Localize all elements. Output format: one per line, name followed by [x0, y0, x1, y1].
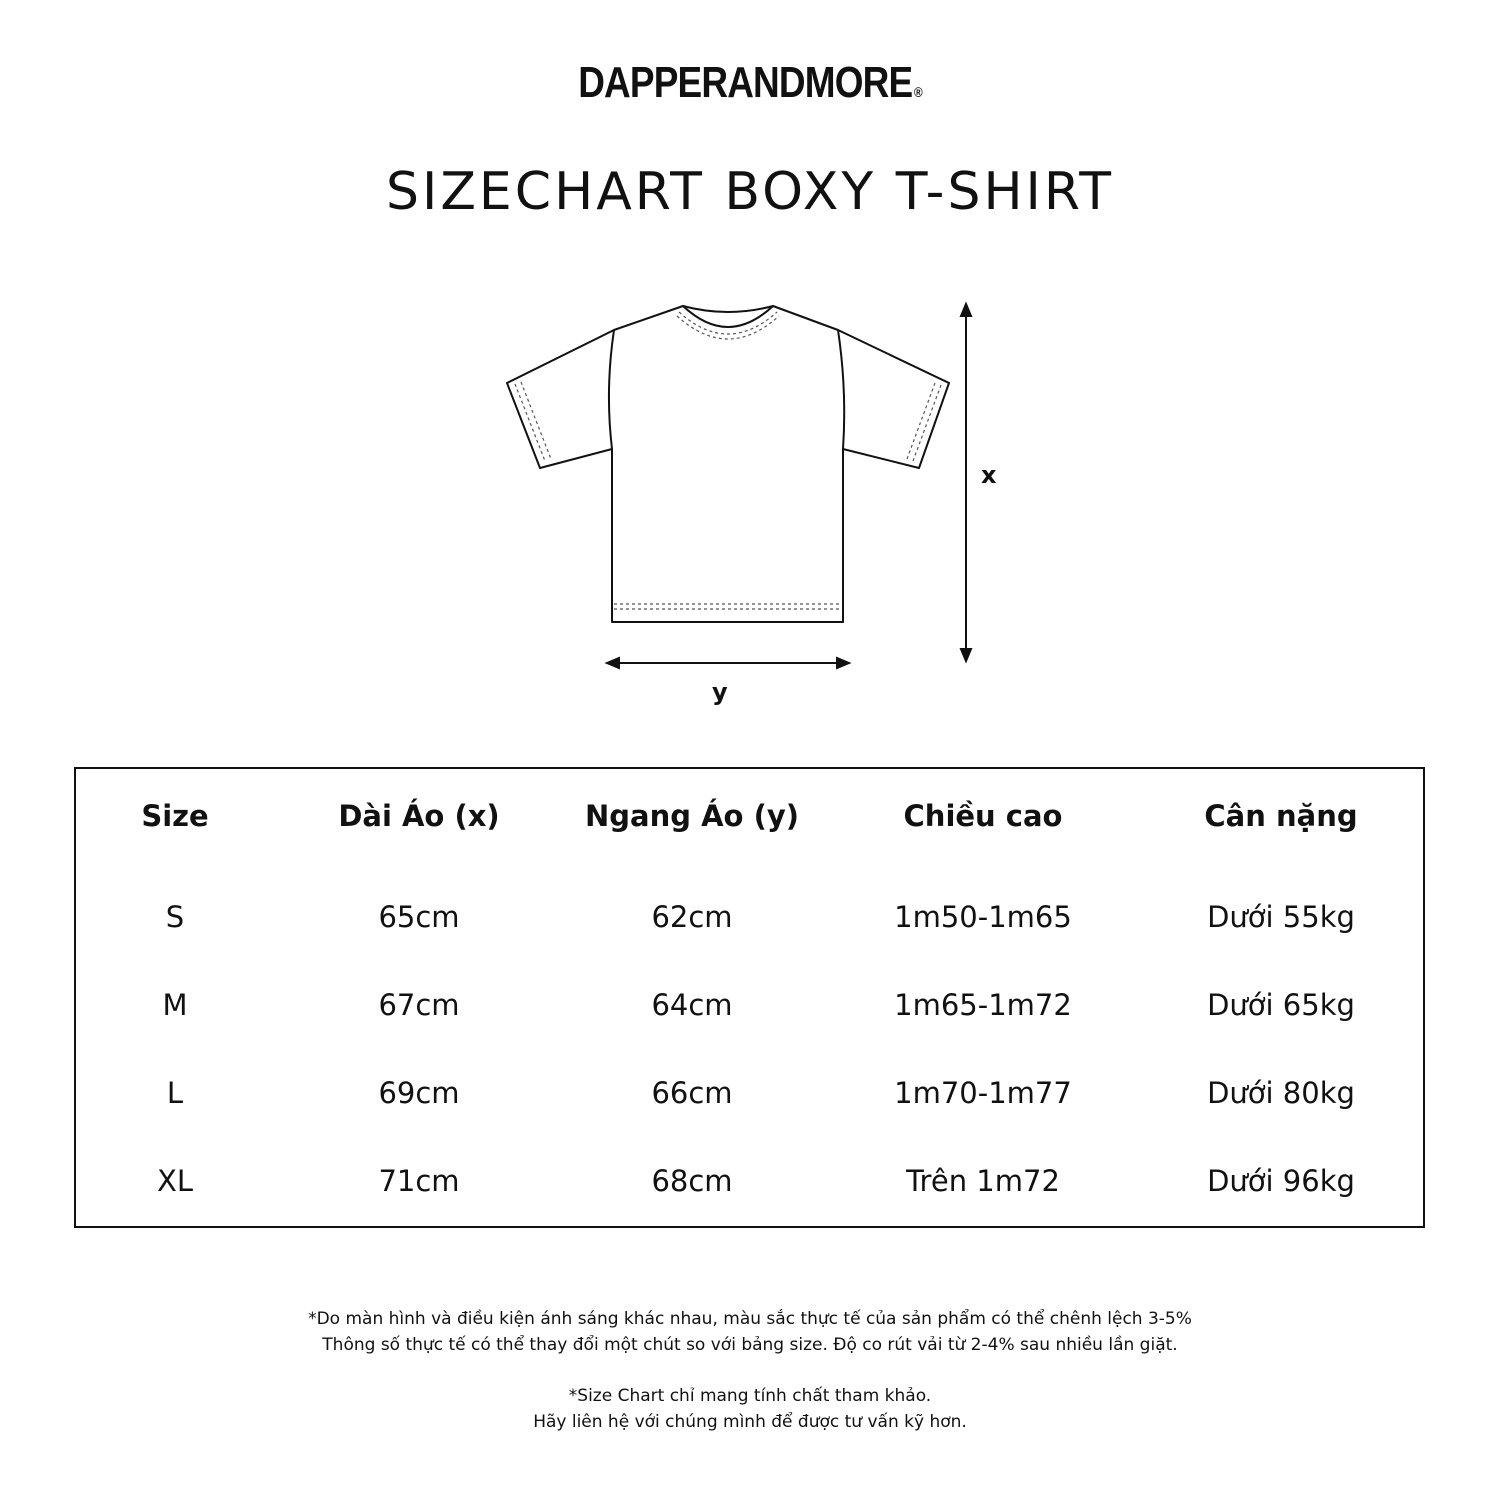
registered-mark: ®	[913, 84, 922, 100]
table-cell-weight: Dưới 55kg	[1207, 900, 1355, 934]
table-cell-weight: Dưới 96kg	[1207, 1164, 1355, 1198]
header-length: Dài Áo (x)	[338, 799, 500, 833]
table-cell-height: 1m65-1m72	[894, 988, 1072, 1022]
header-size: Size	[141, 799, 209, 833]
table-cell-width: 64cm	[651, 988, 733, 1022]
table-cell-weight: Dưới 80kg	[1207, 1076, 1355, 1110]
header-width: Ngang Áo (y)	[585, 799, 799, 833]
contact-note: Hãy liên hệ với chúng mình để được tư vấn kỹ hơn.	[533, 1412, 967, 1432]
width-axis-label: y	[712, 678, 728, 706]
tshirt-outline-icon	[507, 306, 949, 622]
table-cell-weight: Dưới 65kg	[1207, 988, 1355, 1022]
disclaimer-line-2: Thông số thực tế có thể thay đổi một chút so với bảng size. Độ co rút vải từ 2-4% sau nhiều lần giặt.	[322, 1335, 1178, 1355]
tshirt-diagram	[0, 0, 1500, 740]
length-arrow-icon	[961, 304, 971, 661]
table-cell-length: 65cm	[378, 900, 460, 934]
page-title: SIZECHART BOXY T-SHIRT	[385, 162, 1115, 222]
table-cell-height: 1m50-1m65	[894, 900, 1072, 934]
length-axis-label: x	[981, 461, 997, 489]
size-table	[74, 767, 1425, 1228]
header-height: Chiều cao	[903, 799, 1063, 833]
width-arrow-icon	[607, 658, 849, 668]
reference-note: *Size Chart chỉ mang tính chất tham khảo.	[568, 1386, 932, 1406]
table-cell-size: S	[165, 900, 185, 934]
table-cell-width: 62cm	[651, 900, 733, 934]
header-weight: Cân nặng	[1204, 799, 1358, 833]
table-cell-width: 68cm	[651, 1164, 733, 1198]
table-cell-length: 67cm	[378, 988, 460, 1022]
brand-name: DAPPERANDMORE	[578, 58, 913, 107]
table-cell-size: XL	[156, 1164, 194, 1198]
table-cell-size: M	[162, 988, 188, 1022]
table-cell-size: L	[166, 1076, 184, 1110]
table-cell-height: 1m70-1m77	[894, 1076, 1072, 1110]
table-cell-height: Trên 1m72	[906, 1164, 1060, 1198]
disclaimer-line-1: *Do màn hình và điều kiện ánh sáng khác nhau, màu sắc thực tế của sản phẩm có thể chênh lệch 3-5%	[308, 1309, 1192, 1329]
table-cell-length: 69cm	[378, 1076, 460, 1110]
table-cell-width: 66cm	[651, 1076, 733, 1110]
table-cell-length: 71cm	[378, 1164, 460, 1198]
